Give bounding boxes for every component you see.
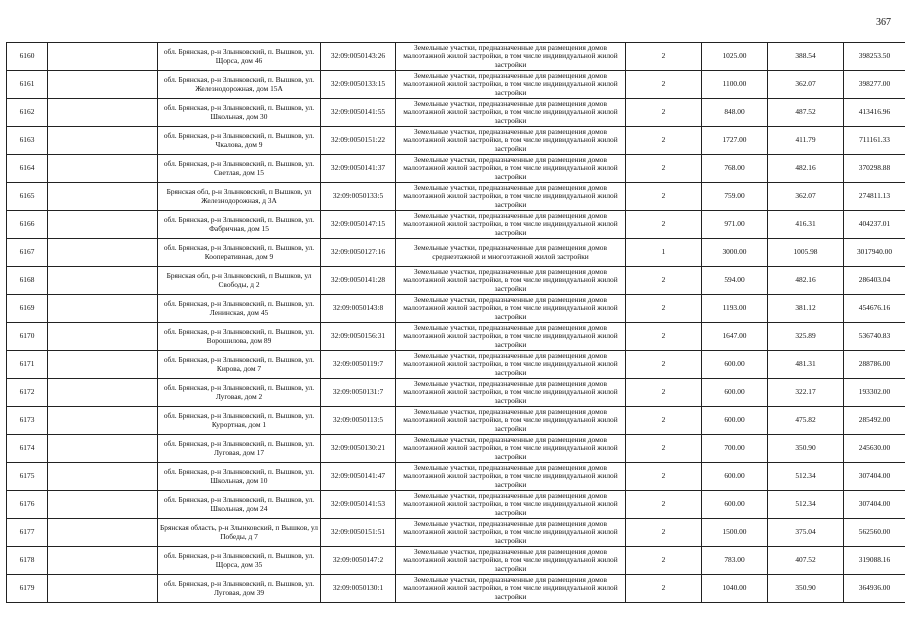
cell-specific-value: 381.12 — [768, 295, 844, 323]
cell-empty — [48, 351, 158, 379]
cadastral-value-table — [6, 42, 905, 603]
cell-empty — [48, 519, 158, 547]
cell-address: обл. Брянская, р-н Злынковский, п. Вышков, ул. Чкалова, дом 9 — [158, 127, 321, 155]
cell-cadastral-number: 32:09:0050113:5 — [321, 407, 396, 435]
cell-address: обл. Брянская, р-н Злынковский, п. Вышков, ул. Луговая, дом 2 — [158, 379, 321, 407]
cell-land-purpose: Земельные участки, предназначенные для размещения домов малоэтажной жилой застройки, в том числе индивидуальной жилой застройки — [396, 183, 626, 211]
cell-cadastral-number: 32:09:0050141:47 — [321, 463, 396, 491]
cell-land-purpose: Земельные участки, предназначенные для размещения домов малоэтажной жилой застройки, в том числе индивидуальной жилой застройки — [396, 435, 626, 463]
cell-cadastral-number: 32:09:0050131:7 — [321, 379, 396, 407]
cell-row-number: 6178 — [7, 547, 48, 575]
table-row — [7, 267, 905, 295]
cell-row-number: 6165 — [7, 183, 48, 211]
table-row — [7, 547, 905, 575]
cell-group: 2 — [626, 435, 702, 463]
table-row — [7, 407, 905, 435]
cell-specific-value: 375.04 — [768, 519, 844, 547]
cell-group: 2 — [626, 211, 702, 239]
cell-cadastral-value: 413416.96 — [844, 99, 905, 127]
cell-specific-value: 362.07 — [768, 71, 844, 99]
cell-group: 2 — [626, 491, 702, 519]
cell-cadastral-value: 562560.00 — [844, 519, 905, 547]
cell-cadastral-number: 32:09:0050156:31 — [321, 323, 396, 351]
cell-cadastral-value: 288786.00 — [844, 351, 905, 379]
cell-specific-value: 482.16 — [768, 155, 844, 183]
cell-cadastral-number: 32:09:0050119:7 — [321, 351, 396, 379]
cell-cadastral-value: 307404.00 — [844, 491, 905, 519]
cell-row-number: 6173 — [7, 407, 48, 435]
cell-address: обл. Брянская, р-н Злынковский, п. Вышков, ул. Курортная, дом 1 — [158, 407, 321, 435]
cell-empty — [48, 547, 158, 575]
cell-area: 600.00 — [702, 463, 768, 491]
cell-empty — [48, 211, 158, 239]
cell-empty — [48, 491, 158, 519]
cell-group: 2 — [626, 71, 702, 99]
cell-area: 600.00 — [702, 379, 768, 407]
cell-cadastral-number: 32:09:0050151:51 — [321, 519, 396, 547]
cell-cadastral-number: 32:09:0050130:1 — [321, 575, 396, 603]
cell-land-purpose: Земельные участки, предназначенные для размещения домов малоэтажной жилой застройки, в том числе индивидуальной жилой застройки — [396, 155, 626, 183]
table-row — [7, 575, 905, 603]
cell-empty — [48, 155, 158, 183]
cell-address: обл. Брянская, р-н Злынковский, п. Вышков, ул. Ленинская, дом 45 — [158, 295, 321, 323]
cell-area: 768.00 — [702, 155, 768, 183]
table-body — [7, 43, 905, 603]
cell-address: обл. Брянская, р-н Злынковский, п. Вышков, ул. Железнодорожная, дом 15А — [158, 71, 321, 99]
cell-land-purpose: Земельные участки, предназначенные для размещения домов малоэтажной жилой застройки, в том числе индивидуальной жилой застройки — [396, 491, 626, 519]
cell-land-purpose: Земельные участки, предназначенные для размещения домов среднеэтажной и многоэтажной жилой застройки — [396, 239, 626, 267]
cell-land-purpose: Земельные участки, предназначенные для размещения домов малоэтажной жилой застройки, в том числе индивидуальной жилой застройки — [396, 323, 626, 351]
cell-row-number: 6161 — [7, 71, 48, 99]
cell-row-number: 6175 — [7, 463, 48, 491]
table-row — [7, 295, 905, 323]
table-row — [7, 99, 905, 127]
cell-land-purpose: Земельные участки, предназначенные для размещения домов малоэтажной жилой застройки, в том числе индивидуальной жилой застройки — [396, 407, 626, 435]
cell-cadastral-value: 364936.00 — [844, 575, 905, 603]
cell-cadastral-value: 404237.01 — [844, 211, 905, 239]
cell-area: 1100.00 — [702, 71, 768, 99]
cell-area: 594.00 — [702, 267, 768, 295]
cell-cadastral-value: 193302.00 — [844, 379, 905, 407]
cell-group: 2 — [626, 183, 702, 211]
page-number: 367 — [876, 17, 891, 28]
cell-cadastral-number: 32:09:0050147:2 — [321, 547, 396, 575]
cell-address: обл. Брянская, р-н Злынковский, п. Вышков, ул. Луговая, дом 39 — [158, 575, 321, 603]
cell-land-purpose: Земельные участки, предназначенные для размещения домов малоэтажной жилой застройки, в том числе индивидуальной жилой застройки — [396, 127, 626, 155]
cell-land-purpose: Земельные участки, предназначенные для размещения домов малоэтажной жилой застройки, в том числе индивидуальной жилой застройки — [396, 43, 626, 71]
cell-cadastral-number: 32:09:0050141:53 — [321, 491, 396, 519]
cell-address: обл. Брянская, р-н Злынковский, п. Вышков, ул. Луговая, дом 17 — [158, 435, 321, 463]
cell-cadastral-number: 32:09:0050130:21 — [321, 435, 396, 463]
cell-specific-value: 350.90 — [768, 575, 844, 603]
cell-area: 700.00 — [702, 435, 768, 463]
cell-cadastral-number: 32:09:0050141:28 — [321, 267, 396, 295]
cell-specific-value: 487.52 — [768, 99, 844, 127]
cell-group: 2 — [626, 267, 702, 295]
cell-cadastral-value: 285492.00 — [844, 407, 905, 435]
table-row — [7, 43, 905, 71]
cell-empty — [48, 267, 158, 295]
cell-cadastral-number: 32:09:0050127:16 — [321, 239, 396, 267]
table-row — [7, 463, 905, 491]
cell-land-purpose: Земельные участки, предназначенные для размещения домов малоэтажной жилой застройки, в том числе индивидуальной жилой застройки — [396, 99, 626, 127]
cell-empty — [48, 463, 158, 491]
cell-land-purpose: Земельные участки, предназначенные для размещения домов малоэтажной жилой застройки, в том числе индивидуальной жилой застройки — [396, 463, 626, 491]
cell-cadastral-value: 398253.50 — [844, 43, 905, 71]
cell-row-number: 6179 — [7, 575, 48, 603]
cell-area: 600.00 — [702, 491, 768, 519]
cell-land-purpose: Земельные участки, предназначенные для размещения домов малоэтажной жилой застройки, в том числе индивидуальной жилой застройки — [396, 575, 626, 603]
cell-cadastral-value: 319088.16 — [844, 547, 905, 575]
cell-specific-value: 481.31 — [768, 351, 844, 379]
cell-group: 2 — [626, 323, 702, 351]
cell-specific-value: 416.31 — [768, 211, 844, 239]
cell-row-number: 6171 — [7, 351, 48, 379]
cell-cadastral-number: 32:09:0050143:8 — [321, 295, 396, 323]
table-row — [7, 491, 905, 519]
cell-row-number: 6162 — [7, 99, 48, 127]
cell-row-number: 6177 — [7, 519, 48, 547]
cell-specific-value: 475.82 — [768, 407, 844, 435]
table-row — [7, 519, 905, 547]
cell-address: обл. Брянская, р-н Злынковский, п. Вышков, ул. Ворошилова, дом 89 — [158, 323, 321, 351]
cell-empty — [48, 71, 158, 99]
cell-specific-value: 407.52 — [768, 547, 844, 575]
cell-empty — [48, 43, 158, 71]
cell-empty — [48, 239, 158, 267]
table-row — [7, 435, 905, 463]
cell-specific-value: 350.90 — [768, 435, 844, 463]
cell-row-number: 6167 — [7, 239, 48, 267]
cell-row-number: 6160 — [7, 43, 48, 71]
cell-row-number: 6169 — [7, 295, 48, 323]
cell-address: обл. Брянская, р-н Злынковский, п. Вышков, ул. Школьная, дом 24 — [158, 491, 321, 519]
cell-specific-value: 322.17 — [768, 379, 844, 407]
cell-empty — [48, 379, 158, 407]
cell-specific-value: 1005.98 — [768, 239, 844, 267]
cell-cadastral-value: 711161.33 — [844, 127, 905, 155]
cell-cadastral-value: 3017940.00 — [844, 239, 905, 267]
cell-group: 2 — [626, 99, 702, 127]
cell-row-number: 6166 — [7, 211, 48, 239]
cell-area: 1040.00 — [702, 575, 768, 603]
cell-cadastral-value: 307404.00 — [844, 463, 905, 491]
cell-cadastral-number: 32:09:0050147:15 — [321, 211, 396, 239]
cell-group: 2 — [626, 127, 702, 155]
cell-empty — [48, 435, 158, 463]
cell-group: 2 — [626, 379, 702, 407]
cell-address: обл. Брянская, р-н Злынковский, п. Вышков, ул. Светлая, дом 15 — [158, 155, 321, 183]
cell-land-purpose: Земельные участки, предназначенные для размещения домов малоэтажной жилой застройки, в том числе индивидуальной жилой застройки — [396, 351, 626, 379]
cell-cadastral-value: 454676.16 — [844, 295, 905, 323]
cell-cadastral-value: 536740.83 — [844, 323, 905, 351]
table-row — [7, 379, 905, 407]
cell-address: обл. Брянская, р-н Злынковский, п. Вышков, ул. Школьная, дом 30 — [158, 99, 321, 127]
cell-area: 1727.00 — [702, 127, 768, 155]
cell-row-number: 6163 — [7, 127, 48, 155]
cell-address: обл. Брянская, р-н Злынковский, п. Вышков, ул. Кооперативная, дом 9 — [158, 239, 321, 267]
cell-cadastral-number: 32:09:0050133:5 — [321, 183, 396, 211]
cell-area: 600.00 — [702, 351, 768, 379]
cell-specific-value: 512.34 — [768, 463, 844, 491]
cell-cadastral-number: 32:09:0050133:15 — [321, 71, 396, 99]
cell-row-number: 6174 — [7, 435, 48, 463]
cell-empty — [48, 575, 158, 603]
cell-row-number: 6176 — [7, 491, 48, 519]
cell-cadastral-value: 398277.00 — [844, 71, 905, 99]
cell-land-purpose: Земельные участки, предназначенные для размещения домов малоэтажной жилой застройки, в том числе индивидуальной жилой застройки — [396, 379, 626, 407]
cell-address: обл. Брянская, р-н Злынковский, п. Вышков, ул. Школьная, дом 10 — [158, 463, 321, 491]
cell-area: 1193.00 — [702, 295, 768, 323]
cell-area: 759.00 — [702, 183, 768, 211]
cell-specific-value: 388.54 — [768, 43, 844, 71]
cell-empty — [48, 127, 158, 155]
cell-area: 1647.00 — [702, 323, 768, 351]
cell-group: 2 — [626, 547, 702, 575]
cell-specific-value: 482.16 — [768, 267, 844, 295]
table-row — [7, 127, 905, 155]
cell-row-number: 6172 — [7, 379, 48, 407]
cell-row-number: 6168 — [7, 267, 48, 295]
cell-address: Брянская обл, р-н Злынковский, п Вышков, ул Свободы, д 2 — [158, 267, 321, 295]
cell-area: 848.00 — [702, 99, 768, 127]
cell-specific-value: 325.89 — [768, 323, 844, 351]
cell-cadastral-value: 370298.88 — [844, 155, 905, 183]
cell-address: обл. Брянская, р-н Злынковский, п. Вышков, ул. Фабричная, дом 15 — [158, 211, 321, 239]
cell-land-purpose: Земельные участки, предназначенные для размещения домов малоэтажной жилой застройки, в том числе индивидуальной жилой застройки — [396, 295, 626, 323]
cell-group: 2 — [626, 407, 702, 435]
cell-address: обл. Брянская, р-н Злынковский, п. Вышков, ул. Щорса, дом 46 — [158, 43, 321, 71]
cell-cadastral-value: 274811.13 — [844, 183, 905, 211]
table-row — [7, 323, 905, 351]
cell-group: 2 — [626, 155, 702, 183]
cell-row-number: 6170 — [7, 323, 48, 351]
cell-group: 2 — [626, 519, 702, 547]
cell-address: обл. Брянская, р-н Злынковский, п. Вышков, ул. Щорса, дом 35 — [158, 547, 321, 575]
cell-group: 2 — [626, 43, 702, 71]
table-row — [7, 239, 905, 267]
cell-area: 600.00 — [702, 407, 768, 435]
cell-empty — [48, 99, 158, 127]
table-row — [7, 351, 905, 379]
cell-row-number: 6164 — [7, 155, 48, 183]
cell-empty — [48, 407, 158, 435]
cell-cadastral-value: 245630.00 — [844, 435, 905, 463]
table-row — [7, 155, 905, 183]
cell-area: 3000.00 — [702, 239, 768, 267]
cell-land-purpose: Земельные участки, предназначенные для размещения домов малоэтажной жилой застройки, в том числе индивидуальной жилой застройки — [396, 211, 626, 239]
cell-empty — [48, 183, 158, 211]
cell-land-purpose: Земельные участки, предназначенные для размещения домов малоэтажной жилой застройки, в том числе индивидуальной жилой застройки — [396, 547, 626, 575]
table-row — [7, 71, 905, 99]
table-row — [7, 211, 905, 239]
cell-cadastral-number: 32:09:0050143:26 — [321, 43, 396, 71]
cell-address: Брянская область, р-н Злынковский, п Вышков, ул Победы, д 7 — [158, 519, 321, 547]
cell-empty — [48, 323, 158, 351]
cell-cadastral-number: 32:09:0050141:37 — [321, 155, 396, 183]
cell-empty — [48, 295, 158, 323]
cell-group: 1 — [626, 239, 702, 267]
cell-specific-value: 411.79 — [768, 127, 844, 155]
cell-specific-value: 512.34 — [768, 491, 844, 519]
cell-land-purpose: Земельные участки, предназначенные для размещения домов малоэтажной жилой застройки, в том числе индивидуальной жилой застройки — [396, 71, 626, 99]
cell-address: обл. Брянская, р-н Злынковский, п. Вышков, ул. Кирова, дом 7 — [158, 351, 321, 379]
cell-address: Брянская обл, р-н Злынковский, п Вышков, ул Железнодорожная, д 3А — [158, 183, 321, 211]
cell-cadastral-number: 32:09:0050151:22 — [321, 127, 396, 155]
cell-area: 783.00 — [702, 547, 768, 575]
cell-group: 2 — [626, 575, 702, 603]
cell-area: 1500.00 — [702, 519, 768, 547]
table-row — [7, 183, 905, 211]
cell-group: 2 — [626, 463, 702, 491]
cell-cadastral-value: 286403.04 — [844, 267, 905, 295]
cell-land-purpose: Земельные участки, предназначенные для размещения домов малоэтажной жилой застройки, в том числе индивидуальной жилой застройки — [396, 519, 626, 547]
cell-group: 2 — [626, 351, 702, 379]
cell-area: 971.00 — [702, 211, 768, 239]
cell-land-purpose: Земельные участки, предназначенные для размещения домов малоэтажной жилой застройки, в том числе индивидуальной жилой застройки — [396, 267, 626, 295]
cell-cadastral-number: 32:09:0050141:55 — [321, 99, 396, 127]
cell-area: 1025.00 — [702, 43, 768, 71]
cell-specific-value: 362.07 — [768, 183, 844, 211]
cell-group: 2 — [626, 295, 702, 323]
